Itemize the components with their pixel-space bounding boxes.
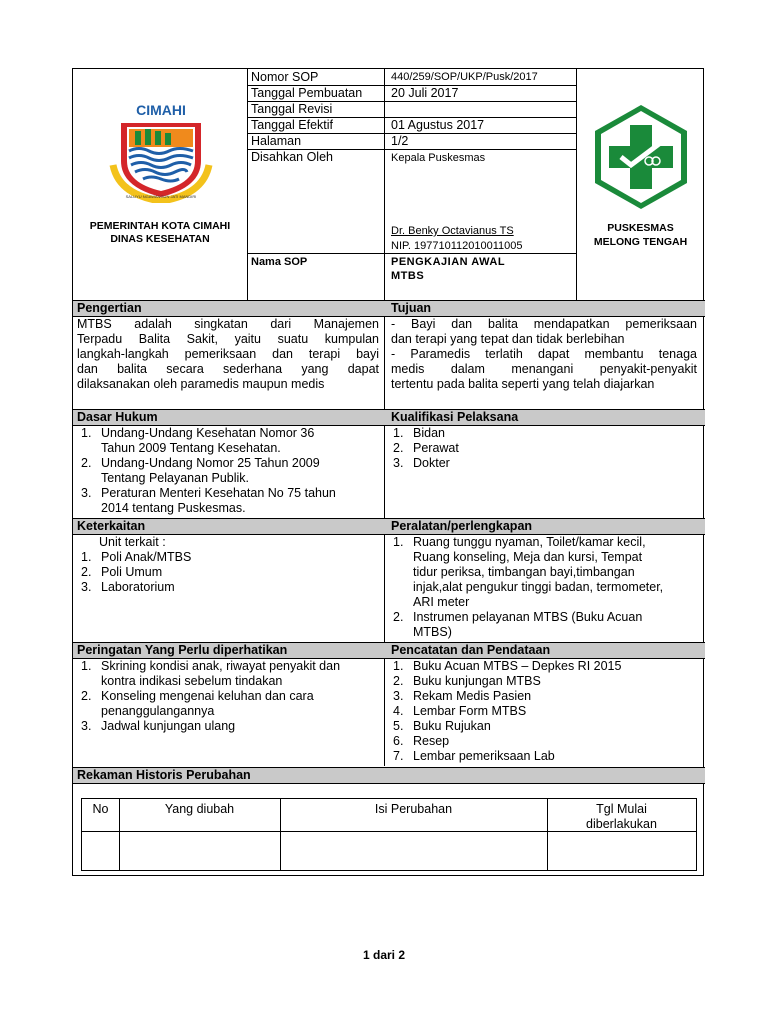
- meta-value-halaman: 1/2: [391, 134, 409, 148]
- tujuan-text: - Bayi dan balita mendapatkan pemeriksaan dan terapi yang tepat dan tidak berlebihan - Paramedis terlatih dapat membantu tenaga medis dalam menangani penyakit-penyakit tertentu pada balita seperti yang telah diajarkan: [391, 317, 697, 391]
- signer-name: Dr. Benky Octavianus TS: [391, 225, 514, 237]
- meta-value-pembuatan: 20 Juli 2017: [391, 86, 459, 100]
- sop-document: [72, 68, 704, 876]
- history-header-tgl-line2: diberlakukan: [586, 817, 657, 831]
- list-item: 2. Konseling mengenai keluhan dan cara penanggulangannya: [81, 689, 314, 718]
- list-item: 6. Resep: [393, 734, 450, 748]
- meta-value-nomor: 440/259/SOP/UKP/Pusk/2017: [391, 71, 538, 83]
- meta-value-disahkan: Kepala Puskesmas: [391, 152, 486, 164]
- list-item: 4. Lembar Form MTBS: [393, 704, 527, 718]
- meta-value-efektif: 01 Agustus 2017: [391, 118, 485, 132]
- history-table: [81, 798, 697, 871]
- peralatan-title: Peralatan/perlengkapan: [391, 519, 533, 533]
- pengertian-text: MTBS adalah singkatan dari Manajemen Terpadu Balita Sakit, yaitu suatu kumpulan langkah-langkah pemeriksaan dan terapi bayi dan balita secara sederhana yang dapat dilaksanakan oleh paramedis maupun medis: [77, 317, 379, 391]
- list-item: 3. Rekam Medis Pasien: [393, 689, 532, 703]
- header-divider-left: [247, 69, 248, 300]
- signer-nip: NIP. 197710112010011005: [391, 240, 523, 252]
- pencatatan-list: [393, 659, 699, 764]
- list-item: 3. Laboratorium: [81, 580, 175, 594]
- page-number: 1 dari 2: [362, 948, 406, 962]
- kualifikasi-list: [393, 426, 693, 471]
- pengertian-title: Pengertian: [77, 301, 142, 315]
- list-item: 1. Skrining kondisi anak, riwayat penyakit dan kontra indikasi sebelum tindakan: [81, 659, 341, 688]
- puskesmas-logo: [591, 103, 691, 213]
- peringatan-list: [81, 659, 381, 734]
- kualifikasi-title: Kualifikasi Pelaksana: [391, 410, 519, 424]
- left-org-line2: DINAS KESEHATAN: [110, 233, 210, 245]
- meta-label-halaman: Halaman: [251, 134, 302, 148]
- history-header-yang-diubah: Yang diubah: [164, 802, 235, 816]
- tujuan-title: Tujuan: [391, 301, 432, 315]
- list-item: 1. Buku Acuan MTBS – Depkes RI 2015: [393, 659, 622, 673]
- keterkaitan-list: [81, 550, 381, 595]
- dasar-hukum-list: [81, 426, 381, 516]
- rekaman-title: Rekaman Historis Perubahan: [77, 768, 251, 782]
- list-item: 1. Undang-Undang Kesehatan Nomor 36 Tahun 2009 Tentang Kesehatan.: [81, 426, 315, 455]
- list-item: 1. Ruang tunggu nyaman, Toilet/kamar kecil, Ruang konseling, Meja dan kursi, Tempat tidur periksa, timbangan bayi,timbangan injak,alat pengukur tinggi badan, termometer, ARI meter: [393, 535, 664, 609]
- pencatatan-title: Pencatatan dan Pendataan: [391, 643, 551, 657]
- history-header-isi: Isi Perubahan: [374, 802, 453, 816]
- list-item: 1. Poli Anak/MTBS: [81, 550, 192, 564]
- list-item: 2. Instrumen pelayanan MTBS (Buku Acuan MTBS): [393, 610, 643, 639]
- list-item: 7. Lembar pemeriksaan Lab: [393, 749, 555, 763]
- cimahi-logo-title: CIMAHI: [136, 103, 186, 118]
- list-item: 3. Jadwal kunjungan ulang: [81, 719, 236, 733]
- list-item: 5. Buku Rujukan: [393, 719, 491, 733]
- list-item: 2. Poli Umum: [81, 565, 163, 579]
- meta-label-revisi: Tanggal Revisi: [251, 102, 333, 116]
- cimahi-logo-ribbon: SALUYU NGAWANGUN JATI MANDIRI: [125, 194, 197, 199]
- peralatan-list: [393, 535, 699, 640]
- sop-name-line1: PENGKAJIAN AWAL: [391, 256, 506, 268]
- sop-name-label: Nama SOP: [251, 256, 308, 268]
- meta-label-pembuatan: Tanggal Pembuatan: [251, 86, 363, 100]
- cimahi-logo: [99, 103, 223, 203]
- list-item: 3. Dokter: [393, 456, 450, 470]
- list-item: 2. Undang-Undang Nomor 25 Tahun 2009 Tentang Pelayanan Publik.: [81, 456, 320, 485]
- left-org-line1: PEMERINTAH KOTA CIMAHI: [89, 220, 231, 232]
- header-divider-right: [576, 69, 577, 300]
- list-item: 2. Perawat: [393, 441, 459, 455]
- right-org-line1: PUSKESMAS: [607, 222, 674, 234]
- keterkaitan-intro: Unit terkait :: [99, 535, 166, 549]
- history-header-no: No: [92, 802, 109, 816]
- list-item: 2. Buku kunjungan MTBS: [393, 674, 541, 688]
- header-divider-mid: [384, 69, 385, 300]
- history-header-tgl-line1: Tgl Mulai: [596, 802, 647, 816]
- meta-label-nomor: Nomor SOP: [251, 70, 319, 84]
- meta-label-efektif: Tanggal Efektif: [251, 118, 333, 132]
- meta-label-disahkan: Disahkan Oleh: [251, 150, 333, 164]
- dasar-hukum-title: Dasar Hukum: [77, 410, 158, 424]
- list-item: 1. Bidan: [393, 426, 445, 440]
- list-item: 3. Peraturan Menteri Kesehatan No 75 tahun 2014 tentang Puskesmas.: [81, 486, 336, 515]
- sop-name-line2: MTBS: [391, 270, 425, 282]
- peringatan-title: Peringatan Yang Perlu diperhatikan: [77, 643, 288, 657]
- keterkaitan-title: Keterkaitan: [77, 519, 146, 533]
- right-org-line2: MELONG TENGAH: [593, 236, 688, 248]
